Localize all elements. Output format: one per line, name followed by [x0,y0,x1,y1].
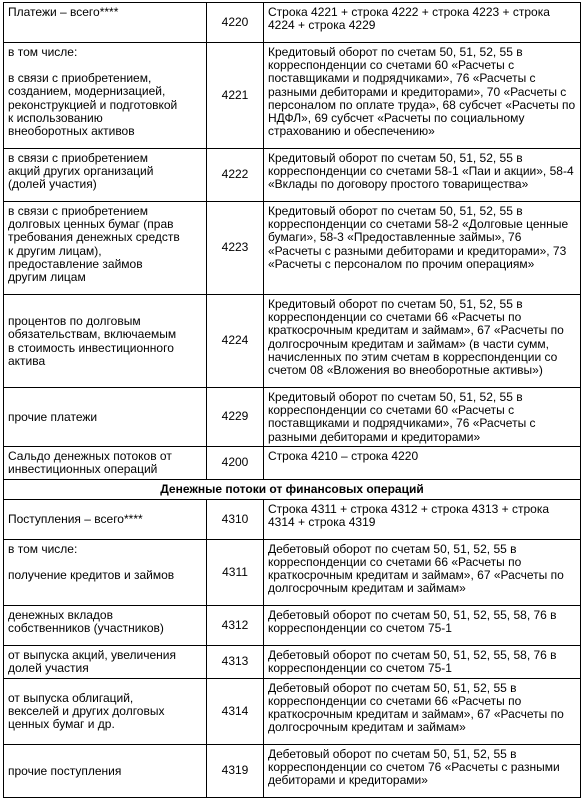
table-row [4,149,581,202]
calculation-description-cell: Дебетовый оборот по счетам 50, 51, 52, 55 в корреспонденции со счетами 66 «Расчеты по краткосрочным кредитам и займам», 67 «Расчеты по долгосрочным кредитам и займам» [264,678,581,744]
indicator-name-cell [4,539,207,605]
indicator-name-line: обязательствам, включаемым [8,327,177,342]
indicator-name-line: к использованию [8,110,103,125]
table-row [4,744,581,797]
indicator-name-cell [4,295,207,388]
calculation-description-cell: Кредитовый оборот по счетам 50, 51, 52, 55 в корреспонденции со счетами 60 «Расчеты с поставщиками и подрядчиками», 76 «Расчеты с разными дебиторами и кредиторами», 70 «Расчеты с персоналом по оплате труда», 68 субсчет «Расчеты по НДФЛ», 69 субсчет «Расчеты по социальному страхованию и обеспечению» [264,43,581,149]
indicator-name-line: в связи с приобретением [8,151,148,165]
indicator-name-line: процентов по долговым [8,314,141,329]
calculation-description-cell: Дебетовый оборот по счетам 50, 51, 52, 55, 58, 76 в корреспонденции со счетом 75-1 [264,645,581,678]
indicator-name-cell [4,645,207,678]
indicator-name-line: созданием, модернизацией, [8,84,166,99]
line-code-cell: 4222 [207,149,264,202]
table-row [4,295,581,388]
line-code-cell: 4312 [207,605,264,645]
indicator-name-cell [4,388,207,447]
indicator-name-line: реконструкцией и подготовкой [8,97,178,112]
indicator-name-line: Поступления – всего**** [8,512,143,527]
calculation-description-cell: Строка 4210 – строка 4220 [264,446,581,479]
table-row [4,605,581,645]
line-code-cell: 4223 [207,202,264,295]
calculation-description-cell: Кредитовый оборот по счетам 50, 51, 52, 55 в корреспонденции со счетами 58-1 «Паи и акции», 58-4 «Вклады по договору простого товарищества» [264,149,581,202]
table-row [4,645,581,678]
indicator-name-line: долей участия [8,661,89,676]
calculation-description-cell: Строка 4311 + строка 4312 + строка 4313 + строка 4314 + строка 4319 [264,499,581,539]
indicator-name-line: в связи с приобретением [8,204,148,218]
indicator-name-line: от выпуска акций, увеличения [8,647,176,662]
section-title: Денежные потоки от финансовых операций [4,479,581,499]
indicator-name-line: в связи с приобретением, [8,71,152,86]
line-code-cell: 4319 [207,744,264,797]
indicator-name-line: денежных вкладов [8,607,113,622]
in-particular-label: в том числе: [8,45,78,59]
indicator-name-cell [4,678,207,744]
indicator-name-line: собственников (участников) [8,621,164,636]
cash-flow-lines-table [3,2,581,798]
line-code-cell: 4314 [207,678,264,744]
indicator-name-cell [4,744,207,797]
table-row [4,43,581,149]
indicator-name-line: (долей участия) [8,177,97,192]
table-row [4,499,581,539]
table-row [4,446,581,479]
indicator-name-line: Сальдо денежных потоков от [8,448,172,463]
indicator-name-cell [4,43,207,149]
calculation-description-cell: Дебетовый оборот по счетам 50, 51, 52, 55 в корреспонденции со счетами 66 «Расчеты по краткосрочным кредитам и займам», 67 «Расчеты по долгосрочным кредитам и займам» [264,539,581,605]
indicator-name-cell [4,3,207,43]
calculation-description-cell: Строка 4221 + строка 4222 + строка 4223 + строка 4224 + строка 4229 [264,3,581,43]
indicator-name-line: долговых ценных бумаг (прав [8,217,174,232]
calculation-description-cell: Кредитовый оборот по счетам 50, 51, 52, 55 в корреспонденции со счетами 66 «Расчеты по краткосрочным кредитам и займам», 67 «Расчеты по долгосрочным кредитам и займам» (в части сумм, начисленных по этим счетам в корреспонденции со счетом 08 «Вложения во внеоборотные активы») [264,295,581,388]
line-code-cell: 4224 [207,295,264,388]
table-body [4,3,581,798]
indicator-name-line: в стоимость инвестиционного [8,340,174,355]
table-row [4,3,581,43]
calculation-description-cell: Кредитовый оборот по счетам 50, 51, 52, 55 в корреспонденции со счетами 60 «Расчеты с поставщиками и подрядчиками», 76 «Расчеты с разными дебиторами и кредиторами» [264,388,581,447]
in-particular-label: в том числе: [8,541,78,556]
section-row [4,479,581,499]
indicator-name-line: предоставление займов [8,256,143,271]
indicator-name-cell [4,149,207,202]
line-code-cell: 4313 [207,645,264,678]
table-row [4,202,581,295]
indicator-name-line: актива [8,353,46,368]
table-row [4,388,581,447]
indicator-name-line: ценных бумаг и др. [8,717,115,732]
indicator-name-line: внеоборотных активов [8,124,135,139]
line-code-cell: 4221 [207,43,264,149]
indicator-name-cell [4,605,207,645]
indicator-name-line: к другим лицам), [8,243,102,258]
line-code-cell: 4200 [207,446,264,479]
line-code-cell: 4220 [207,3,264,43]
indicator-name-line: требования денежных средств [8,230,180,245]
indicator-name-line: прочие платежи [8,409,98,424]
indicator-name-cell [4,202,207,295]
indicator-name-line: Платежи – всего**** [8,5,119,19]
indicator-name-line: от выпуска облигаций, [8,691,134,705]
calculation-description-cell: Дебетовый оборот по счетам 50, 51, 52, 55, 58, 76 в корреспонденции со счетом 75-1 [264,605,581,645]
calculation-description-cell: Дебетовый оборот по счетам 50, 51, 52, 55 в корреспонденции со счетом 76 «Расчеты с разными дебиторами и кредиторами» [264,744,581,797]
indicator-name-cell [4,446,207,479]
indicator-name-line: инвестиционных операций [8,462,158,477]
table-row [4,678,581,744]
line-code-cell: 4229 [207,388,264,447]
line-code-cell: 4310 [207,499,264,539]
indicator-name-line: векселей и других долговых [8,704,165,719]
indicator-name-line: другим лицам [8,270,86,285]
indicator-name-line: прочие поступления [8,763,122,778]
indicator-name-cell [4,499,207,539]
table-row [4,539,581,605]
line-code-cell: 4311 [207,539,264,605]
indicator-name-line: акций других организаций [8,164,154,179]
indicator-name-line: получение кредитов и займов [8,568,175,583]
calculation-description-cell: Кредитовый оборот по счетам 50, 51, 52, 55 в корреспонденции со счетами 58-2 «Долговые ценные бумаги», 58-3 «Предоставленные займы», 76 «Расчеты с разными дебиторами и кредиторами», 73 «Расчеты с персоналом по прочим операциям» [264,202,581,295]
